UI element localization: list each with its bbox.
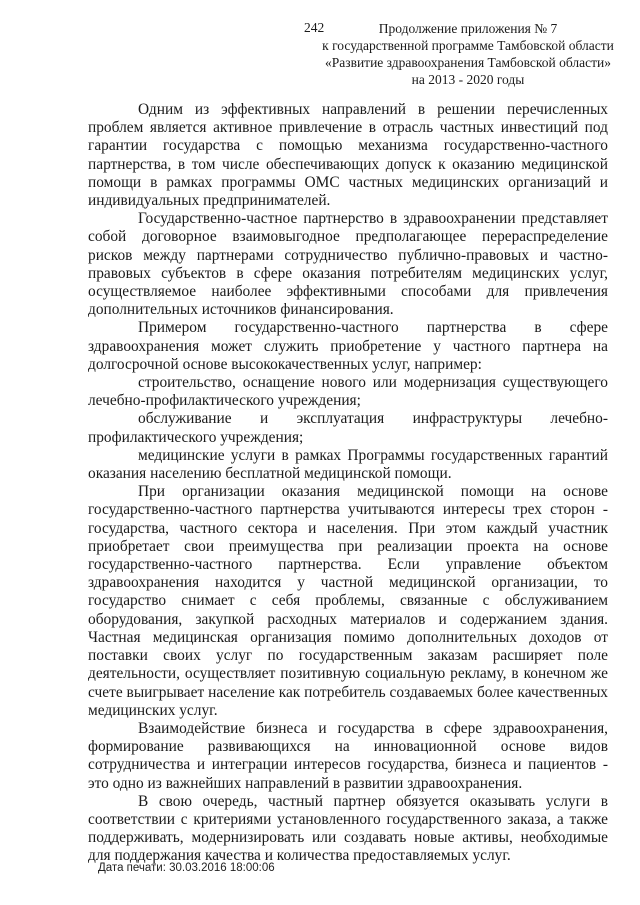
paragraph-3: Примером государственно-частного партнерства в сфере здравоохранения может служить приобретение у частного партнера на долгосрочной основе высококачественных услуг, например: xyxy=(88,319,608,373)
paragraph-2: Государственно-частное партнерство в здравоохранении представляет собой договорное взаимовыгодное предполагающее перераспределение рисков между партнерами сотрудничество публично-правовых и частно-правовых субъектов в сфере оказания потребителям медицинских услуг, осуществляемое наиболее эффективными способами для привлечения дополнительных источников финансирования. xyxy=(88,210,608,319)
list-item-construction: строительство, оснащение нового или модернизация существующего лечебно-профилактического учреждения; xyxy=(88,374,608,410)
appendix-header xyxy=(318,20,618,88)
header-line-1: Продолжение приложения № 7 xyxy=(378,21,558,36)
paragraph-7: При организации оказания медицинской помощи на основе государственно-частного партнерства учитываются интересы трех сторон - государства, частного сектора и населения. При этом каждый участник приобретает свои преимущества при реализации проекта на основе государственно-частного партнерства. Если управление объектом здравоохранения находится у частной медицинской организации, то государство снимает с себя проблемы, связанные с обслуживанием оборудования, закупкой расходных материалов и содержанием здания. Частная медицинская организация помимо дополнительных доходов от поставки своих услуг по государственным заказам расширяет поле деятельности, осуществляет позитивную социальную рекламу, в конечном же счете выигрывает население как потребитель создаваемых более качественных медицинских услуг. xyxy=(88,483,608,719)
paragraph-9: В свою очередь, частный партнер обязуется оказывать услуги в соответствии с критериями установленного государственного заказа, а также поддерживать, модернизировать или создавать новые активы, необходимые для поддержания качества и количества предоставляемых услуг. xyxy=(88,792,608,865)
header-line-2: к государственной программе Тамбовской области xyxy=(322,38,614,53)
paragraph-8: Взаимодействие бизнеса и государства в сфере здравоохранения, формирование развивающихся на инновационной основе видов сотрудничества и интеграции интересов государства, бизнеса и пациентов - это одно из важнейших направлений в развитии здравоохранения. xyxy=(88,719,608,792)
list-item-medical-services: медицинские услуги в рамках Программы государственных гарантий оказания населению бесплатной медицинской помощи. xyxy=(88,446,608,483)
print-date-footer: Дата печати: 30.03.2016 18:00:06 xyxy=(98,862,275,874)
paragraph-1: Одним из эффективных направлений в решении перечисленных проблем является активное привлечение в отрасль частных инвестиций под гарантии государства с помощью механизма государственно-частного партнерства, в том числе обеспечивающих допуск к оказанию медицинской помощи в рамках программы ОМС частных медицинских организаций и индивидуальных предпринимателей. xyxy=(88,101,608,210)
page-number: 242 xyxy=(304,20,325,35)
document-body xyxy=(88,101,608,866)
list-item-maintenance: обслуживание и эксплуатация инфраструктуры лечебно-профилактического учреждения; xyxy=(88,410,608,446)
header-line-3: «Развитие здравоохранения Тамбовской области» xyxy=(324,55,611,70)
header-line-4: на 2013 - 2020 годы xyxy=(411,72,525,87)
